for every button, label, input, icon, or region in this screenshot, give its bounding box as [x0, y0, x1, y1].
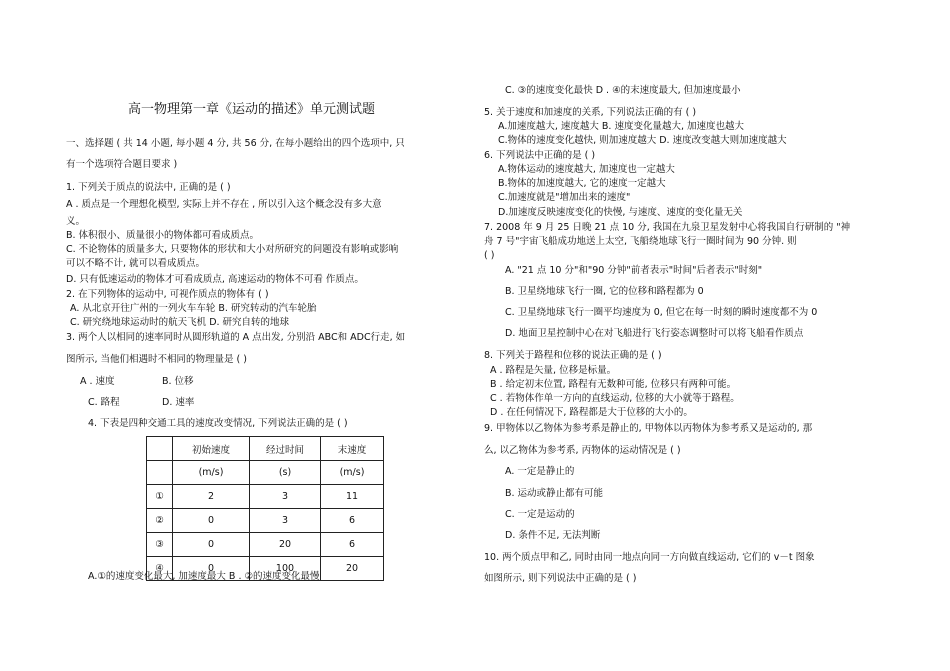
- table-cell: ④: [147, 557, 173, 581]
- speed-table: [146, 436, 384, 581]
- table-unit-cell: (m/s): [321, 461, 384, 485]
- left-line: 图所示, 当他们相遇时不相同的物理量是 ( ): [66, 354, 247, 365]
- left-line: A . 速度: [80, 376, 115, 387]
- right-line: D. 地面卫星控制中心在对飞船进行飞行姿态调整时可以将飞船看作质点: [505, 328, 804, 339]
- left-line: 1. 下列关于质点的说法中, 正确的是 ( ): [66, 182, 231, 193]
- table-cell: 6: [321, 509, 384, 533]
- right-line: 6. 下列说法中正确的是 ( ): [484, 150, 596, 161]
- right-line: C. 一定是运动的: [505, 509, 575, 520]
- right-line: D . 在任何情况下, 路程都是大于位移的大小的。: [490, 407, 693, 418]
- table-unit-cell: (s): [250, 461, 321, 485]
- right-line: 9. 甲物体以乙物体为参考系是静止的, 甲物体以丙物体为参考系又是运动的, 那: [484, 423, 813, 434]
- right-line: C.加速度就是"增加出来的速度": [498, 192, 631, 203]
- left-line: A. 从北京开往广州的一列火车车轮 B. 研究转动的汽车轮胎: [70, 303, 317, 314]
- table-header-cell: 初始速度: [173, 437, 250, 461]
- right-line: 8. 下列关于路程和位移的说法正确的是 ( ): [484, 350, 662, 361]
- right-line: A. "21 点 10 分"和"90 分钟"前者表示"时间"后者表示"时刻": [505, 265, 763, 276]
- left-line: 义。: [66, 216, 86, 227]
- left-line: D. 只有低速运动的物体才可看成质点, 高速运动的物体不可看 作质点。: [66, 274, 364, 285]
- right-line: C.物体的速度变化越快, 则加速度越大 D. 速度改变越大则加速度越大: [498, 135, 787, 146]
- table-header-row: [147, 437, 384, 461]
- table-row: [147, 485, 384, 509]
- table-header-cell: 末速度: [321, 437, 384, 461]
- left-line: C. 研究绕地球运动时的航天飞机 D. 研究自转的地球: [70, 317, 290, 328]
- right-line: 如图所示, 则下列说法中正确的是 ( ): [484, 573, 637, 584]
- right-line: 10. 两个质点甲和乙, 同时由同一地点向同一方向做直线运动, 它们的 v－t 图象: [484, 552, 815, 563]
- left-line: B. 体积很小、质量很小的物体都可看成质点。: [66, 230, 260, 241]
- table-unit-cell: (m/s): [173, 461, 250, 485]
- right-line: C. ③的速度变化最快 D . ④的末速度最大, 但加速度最小: [505, 85, 741, 96]
- left-line: C. 不论物体的质量多大, 只要物体的形状和大小对所研究的问题没有影响或影响: [66, 244, 399, 255]
- table-cell: 0: [173, 509, 250, 533]
- right-line: 么, 以乙物体为参考系, 丙物体的运动情况是 ( ): [484, 445, 681, 456]
- table-unit-cell: [147, 461, 173, 485]
- table-row: [147, 533, 384, 557]
- left-line: D. 速率: [162, 397, 195, 408]
- right-line: C. 卫星绕地球飞行一圈平均速度为 0, 但它在每一时刻的瞬时速度都不为 0: [505, 307, 818, 318]
- table-cell: 2: [173, 485, 250, 509]
- exam-title: 高一物理第一章《运动的描述》单元测试题: [128, 102, 376, 117]
- right-line: B. 运动或静止都有可能: [505, 488, 604, 499]
- table-unit-row: [147, 461, 384, 485]
- right-line: ( ): [484, 250, 495, 261]
- left-line: 有一个选项符合题目要求 ): [66, 159, 178, 170]
- left-line: C. 路程: [88, 397, 120, 408]
- table-cell: 11: [321, 485, 384, 509]
- table-cell: 3: [250, 485, 321, 509]
- left-line: A.①的速度变化最大, 加速度最大 B . ②的速度变化最慢: [88, 571, 320, 582]
- table-cell: 3: [250, 509, 321, 533]
- right-line: 7. 2008 年 9 月 25 日晚 21 点 10 分, 我国在九泉卫星发射中心将我国自行研制的 "神: [484, 222, 851, 233]
- right-line: A.物体运动的速度越大, 加速度也一定越大: [498, 164, 675, 175]
- left-line: B. 位移: [162, 376, 194, 387]
- left-line: 可以不略不计, 就可以看成质点。: [66, 258, 206, 269]
- table-cell: 100: [250, 557, 321, 581]
- left-line: 一、选择题 ( 共 14 小题, 每小题 4 分, 共 56 分, 在每小题给出的四个选项中, 只: [66, 138, 405, 149]
- table-cell: 0: [173, 533, 250, 557]
- table-row: [147, 509, 384, 533]
- table-cell: ③: [147, 533, 173, 557]
- right-line: A. 一定是静止的: [505, 466, 575, 477]
- left-line: 4. 下表是四种交通工具的速度改变情况, 下列说法正确的是 ( ): [88, 418, 348, 429]
- table-cell: ①: [147, 485, 173, 509]
- left-line: 3. 两个人以相同的速率同时从圆形轨道的 A 点出发, 分别沿 ABC和 ADC行走, 如: [66, 332, 406, 343]
- right-line: 舟 7 号"宇宙飞船成功地送上太空, 飞船绕地球飞行一圈时间为 90 分钟. 则: [484, 236, 797, 247]
- left-line: 2. 在下列物体的运动中, 可视作质点的物体有 ( ): [66, 289, 269, 300]
- right-line: 5. 关于速度和加速度的关系, 下列说法正确的有 ( ): [484, 107, 697, 118]
- table-cell: 6: [321, 533, 384, 557]
- right-line: B. 卫星绕地球飞行一圈, 它的位移和路程都为 0: [505, 286, 704, 297]
- table-cell: 0: [173, 557, 250, 581]
- left-line: A . 质点是一个理想化模型, 实际上并不存在 , 所以引入这个概念没有多大意: [66, 199, 382, 210]
- right-line: D. 条件不足, 无法判断: [505, 530, 601, 541]
- right-line: A . 路程是矢量, 位移是标量。: [490, 365, 617, 376]
- table-header-cell: [147, 437, 173, 461]
- table-cell: 20: [250, 533, 321, 557]
- right-line: A.加速度越大, 速度越大 B. 速度变化量越大, 加速度也越大: [498, 121, 745, 132]
- right-line: B . 给定初末位置, 路程有无数种可能, 位移只有两种可能。: [490, 379, 737, 390]
- table-cell: 20: [321, 557, 384, 581]
- table-header-cell: 经过时间: [250, 437, 321, 461]
- table-cell: ②: [147, 509, 173, 533]
- right-line: C . 若物体作单一方向的直线运动, 位移的大小就等于路程。: [490, 393, 740, 404]
- right-line: D.加速度反映速度变化的快慢, 与速度、速度的变化量无关: [498, 207, 743, 218]
- right-line: B.物体的加速度越大, 它的速度一定越大: [498, 178, 666, 189]
